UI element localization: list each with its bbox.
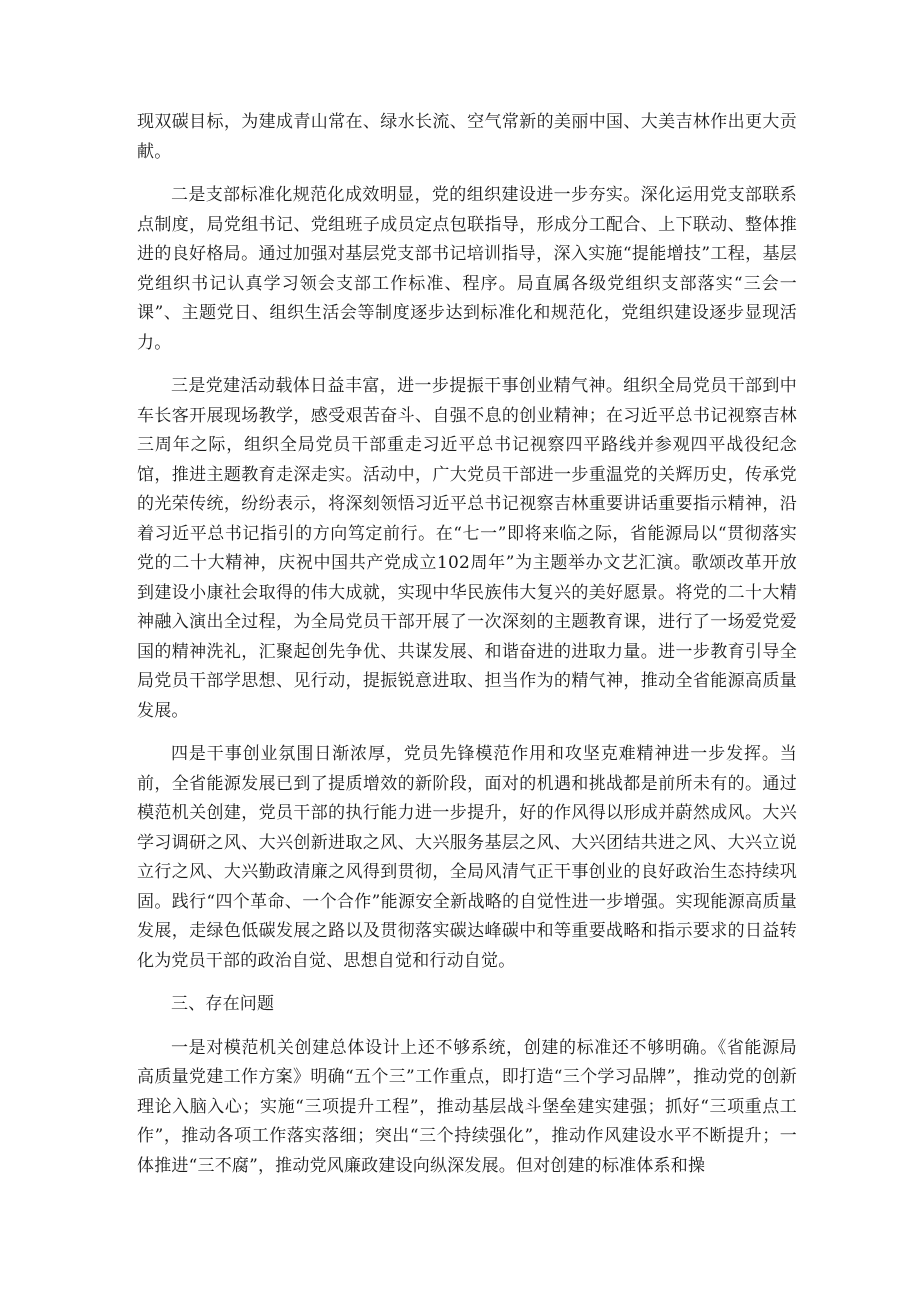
section-heading-problems: 三、存在问题 bbox=[171, 994, 275, 1014]
paragraph-problem-one: 一是对模范机关创建总体设计上还不够系统，创建的标准还不够明确。《省能源局高质量党建工作方案》明确“五个三”工作重点，即打造“三个学习品牌”，推动党的创新理论入脑入心；实施“三项提升工程”，推动基层战斗堡垒建实建强；抓好“三项重点工作”，推动各项工作落实落细；突出“三个持续强化”，推动作风建设水平不断提升；一体推进“三不腐”，推动党风廉政建设向纵深发展。但对创建的标准体系和操 bbox=[137, 1037, 797, 1176]
paragraph-branch-standardization: 二是支部标准化规范化成效明显，党的组织建设进一步夯实。深化运用党支部联系点制度，局党组书记、党组班子成员定点包联指导，形成分工配合、上下联动、整体推进的良好格局。通过加强对基层党支部书记培训指导，深入实施“提能增技”工程，基层党组织书记认真学习领会支部工作标准、程序。局直属各级党组织支部落实“三会一课”、主题党日、组织生活会等制度逐步达到标准化和规范化，党组织建设逐步显现活力。 bbox=[137, 185, 797, 353]
paragraph-work-atmosphere: 四是干事创业氛围日渐浓厚，党员先锋模范作用和攻坚克难精神进一步发挥。当前，全省能源发展已到了提质增效的新阶段，面对的机遇和挑战都是前所未有的。通过模范机关创建，党员干部的执行能力进一步提升，好的作风得以形成并蔚然成风。大兴学习调研之风、大兴创新进取之风、大兴服务基层之风、大兴团结共进之风、大兴立说立行之风、大兴勤政清廉之风得到贯彻，全局风清气正干事创业的良好政治生态持续巩固。践行“四个革命、一个合作”能源安全新战略的自觉性进一步增强。实现能源高质量发展，走绿色低碳发展之路以及贯彻落实碳达峰碳中和等重要战略和指示要求的日益转化为党员干部的政治自觉、思想自觉和行动自觉。 bbox=[137, 744, 797, 971]
paragraph-continuation: 现双碳目标，为建成青山常在、绿水长流、空气常新的美丽中国、大美吉林作出更大贡献。 bbox=[137, 112, 797, 162]
paragraph-party-activities: 三是党建活动载体日益丰富，进一步提振干事创业精气神。组织全局党员干部到中车长客开展现场教学，感受艰苦奋斗、自强不息的创业精神；在习近平总书记视察吉林三周年之际，组织全局党员干部重走习近平总书记视察四平路线并参观四平战役纪念馆，推进主题教育走深走实。活动中，广大党员干部进一步重温党的关辉历史，传承党的光荣传统，纷纷表示，将深刻领悟习近平总书记视察吉林重要讲话重要指示精神，沿着习近平总书记指引的方向笃定前行。在“七一”即将来临之际，省能源局以“贯彻落实党的二十大精神，庆祝中国共产党成立102周年”为主题举办文艺汇演。歌颂改革开放到建设小康社会取得的伟大成就，实现中华民族伟大复兴的美好愿景。将党的二十大精神融入演出全过程，为全局党员干部开展了一次深刻的主题教育课，进行了一场爱党爱国的精神洗礼，汇聚起创先争优、共谋发展、和谐奋进的进取力量。进一步教育引导全局党员干部学思想、见行动，提振锐意进取、担当作为的精气神，推动全省能源高质量发展。 bbox=[137, 376, 797, 721]
document-page bbox=[137, 108, 797, 1195]
